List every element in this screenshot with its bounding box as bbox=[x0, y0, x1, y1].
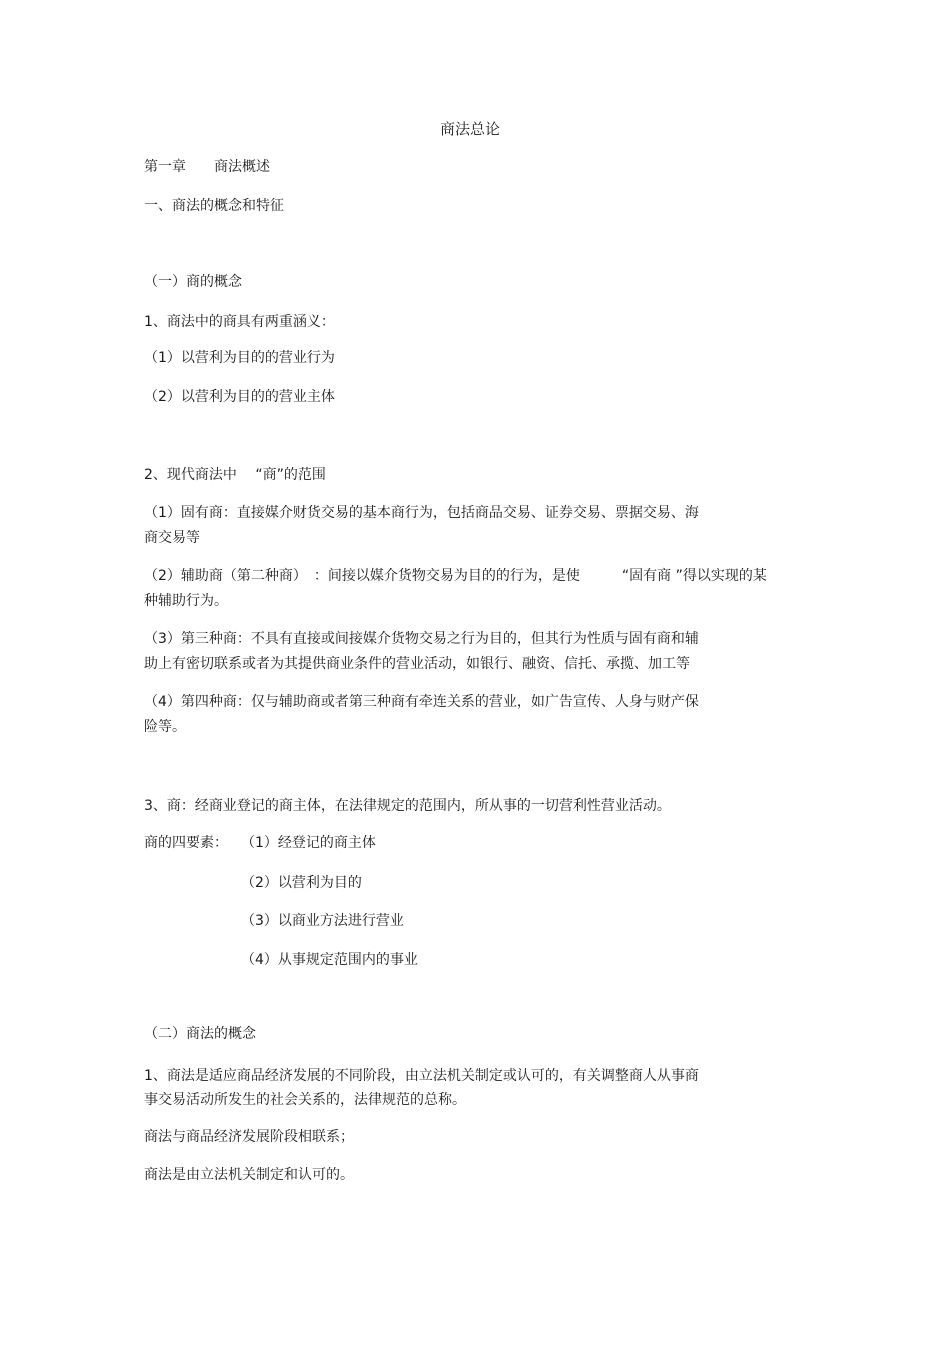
list-item-continuation: 种辅助行为。 bbox=[144, 593, 228, 609]
paragraph: 商法与商品经济发展阶段相联系； bbox=[144, 1129, 354, 1145]
paragraph: 1、商法是适应商品经济发展的不同阶段，由立法机关制定或认可的，有关调整商人从事商 bbox=[144, 1068, 699, 1084]
elements-label: 商的四要素： bbox=[144, 835, 228, 851]
list-item: （3）以商业方法进行营业 bbox=[241, 913, 404, 929]
list-item: （1）固有商：直接媒介财货交易的基本商行为，包括商品交易、证券交易、票据交易、海 bbox=[144, 505, 699, 521]
paragraph-continuation: 事交易活动所发生的社会关系的，法律规范的总称。 bbox=[144, 1092, 466, 1108]
subsection-heading: （一）商的概念 bbox=[144, 274, 242, 290]
list-item: （2）辅助商（第二种商） ：间接以媒介货物交易为目的的行为，是使 “固有商 ”得以实现的某 bbox=[144, 568, 767, 584]
subsection-heading: （二）商法的概念 bbox=[144, 1026, 256, 1042]
list-item: （4）从事规定范围内的事业 bbox=[241, 952, 418, 968]
chapter-heading: 第一章 商法概述 bbox=[144, 159, 270, 175]
list-item: （4）第四种商：仅与辅助商或者第三种商有牵连关系的营业，如广告宣传、人身与财产保 bbox=[144, 694, 699, 710]
paragraph: 3、商：经商业登记的商主体，在法律规定的范围内，所从事的一切营利性营业活动。 bbox=[144, 798, 671, 814]
list-item: （3）第三种商：不具有直接或间接媒介货物交易之行为目的，但其行为性质与固有商和辅 bbox=[144, 631, 699, 647]
document-title: 商法总论 bbox=[440, 120, 501, 138]
paragraph: 2、现代商法中 “商”的范围 bbox=[144, 467, 326, 483]
section-heading: 一、商法的概念和特征 bbox=[144, 198, 284, 214]
list-item-continuation: 助上有密切联系或者为其提供商业条件的营业活动，如银行、融资、信托、承揽、加工等 bbox=[144, 656, 690, 672]
list-item: （2）以营利为目的的营业主体 bbox=[144, 389, 335, 405]
paragraph: 1、商法中的商具有两重涵义： bbox=[144, 314, 335, 330]
list-item: （1）经登记的商主体 bbox=[241, 835, 376, 851]
list-item: （2）以营利为目的 bbox=[241, 875, 362, 891]
list-item-continuation: 商交易等 bbox=[144, 530, 200, 546]
list-item: （1）以营利为目的的营业行为 bbox=[144, 350, 335, 366]
paragraph: 商法是由立法机关制定和认可的。 bbox=[144, 1167, 354, 1183]
list-item-continuation: 险等。 bbox=[144, 719, 186, 735]
